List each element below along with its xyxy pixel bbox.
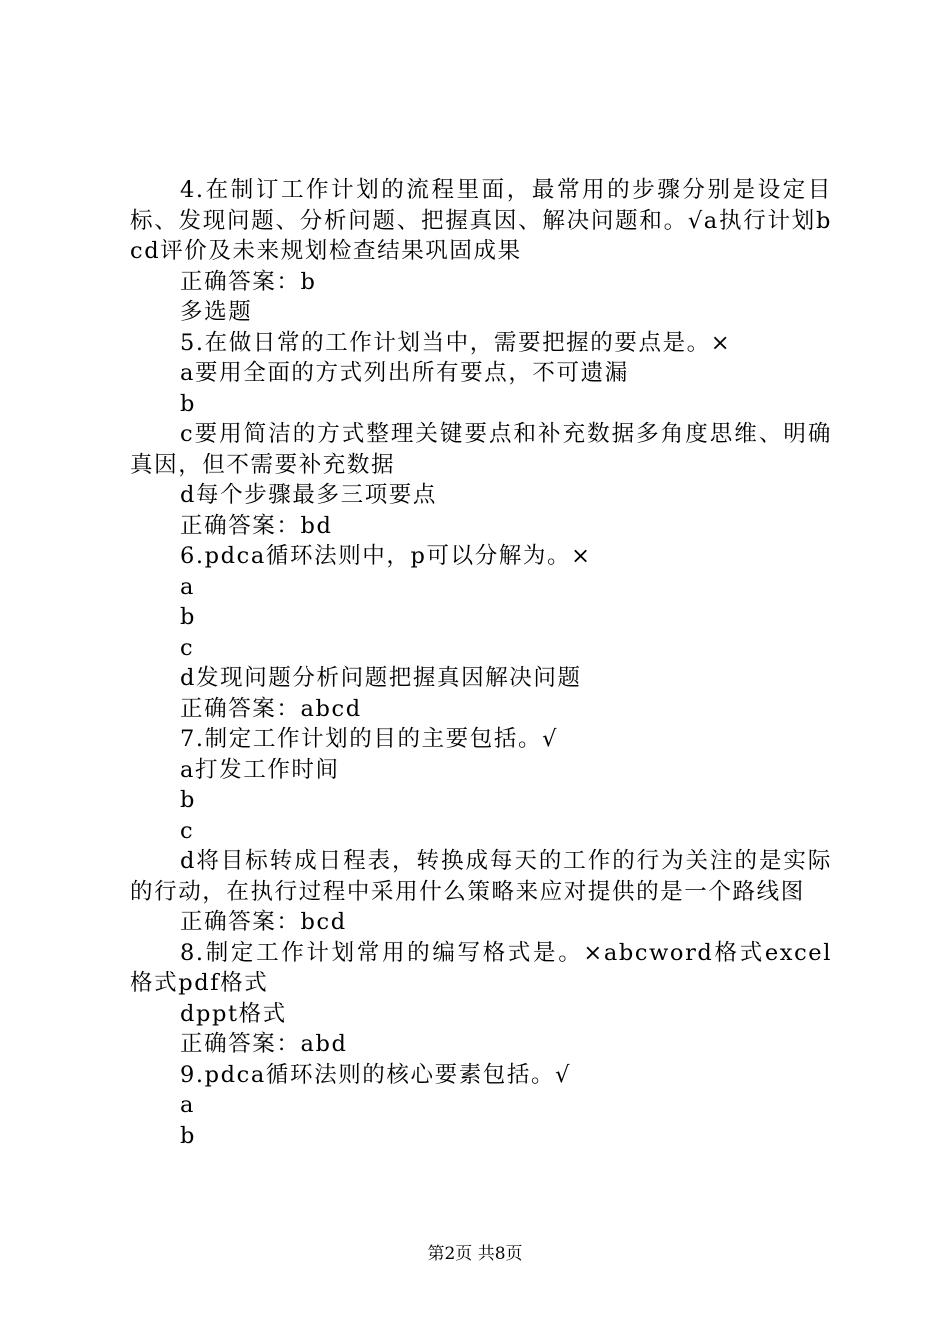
question-7-option-b: b (180, 787, 197, 813)
page-number-footer: 第2页 共8页 (427, 1244, 523, 1264)
answer-6: 正确答案：abcd (180, 695, 362, 722)
question-5-option-b: b (180, 390, 197, 417)
question-6-option-c: c (180, 634, 195, 661)
question-4-text: 4.在制订工作计划的流程里面，最常用的步骤分别是设定目标、发现问题、分析问题、把握真因、解决问题和。√a执行计划bcd评价及未来规划检查结果巩固成果 (130, 177, 832, 264)
question-7-option-d: d将目标转成日程表，转换成每天的工作的行为关注的是实际的行动，在执行过程中采用什么策略来应对提供的是一个路线图 (130, 848, 832, 905)
question-5-option-a: a要用全面的方式列出所有要点，不可遗漏 (180, 360, 629, 386)
question-6-text: 6.pdca循环法则中，p可以分解为。× (180, 543, 592, 569)
question-7-text: 7.制定工作计划的目的主要包括。√ (180, 726, 559, 752)
answer-7: 正确答案：bcd (180, 909, 347, 935)
question-6-option-a: a (180, 573, 196, 600)
question-5-text: 5.在做日常的工作计划当中，需要把握的要点是。× (180, 329, 732, 356)
question-8-option-d: dppt格式 (180, 1000, 287, 1027)
question-7-option-c: c (180, 817, 195, 844)
question-9-option-a: a (180, 1092, 196, 1118)
question-9-option-b: b (180, 1122, 197, 1149)
question-6-option-b: b (180, 604, 197, 630)
question-9-text: 9.pdca循环法则的核心要素包括。√ (180, 1061, 572, 1088)
section-heading-multiple-choice: 多选题 (180, 299, 253, 325)
answer-4: 正确答案：b (180, 268, 317, 295)
question-5-option-c: c要用简洁的方式整理关键要点和补充数据多角度思维、明确真因，但不需要补充数据 (130, 421, 832, 478)
answer-5: 正确答案：bd (180, 512, 333, 539)
question-8-text: 8.制定工作计划常用的编写格式是。×abcword格式excel格式pdf格式 (130, 939, 832, 996)
answer-8: 正确答案：abd (180, 1031, 348, 1057)
question-7-option-a: a打发工作时间 (180, 756, 340, 783)
question-5-option-d: d每个步骤最多三项要点 (180, 482, 438, 508)
document-body (130, 175, 832, 1151)
question-6-option-d: d发现问题分析问题把握真因解决问题 (180, 665, 582, 691)
